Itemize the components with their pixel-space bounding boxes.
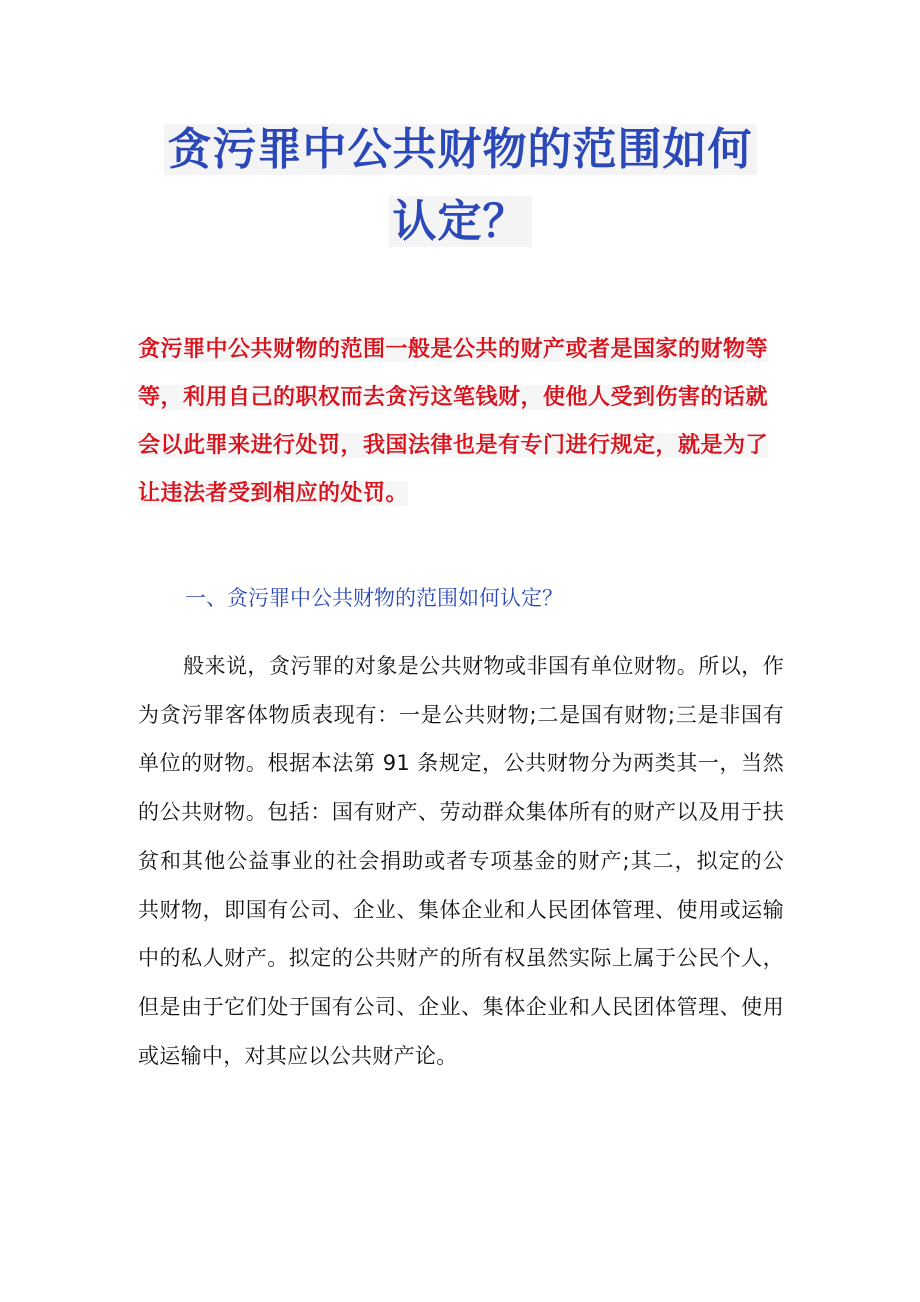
document-title-line-1 xyxy=(0,120,920,180)
document-title-text-1: 贪污罪中公共财物的范围如何 xyxy=(164,124,757,175)
body-paragraph: 般来说，贪污罪的对象是公共财物或非国有单位财物。所以，作为贪污罪客体物质表现有：一是公共财物;二是国有财物;三是非国有单位的财物。根据本法第 91 条规定，公共财物分为两类其一，当然的公共财物。包括：国有财产、劳动群众集体所有的财产以及用于扶贫和其他公益事业的社会捐助或者专项基金的财产;其二，拟定的公共财物，即国有公司、企业、集体企业和人民团体管理、使用或运输中的私人财产。拟定的公共财产的所有权虽然实际上属于公民个人，但是由于它们处于国有公司、企业、集体企业和人民团体管理、使用或运输中，对其应以公共财产论。 xyxy=(138,654,784,1068)
summary-paragraph xyxy=(138,326,788,518)
summary-text: 贪污罪中公共财物的范围一般是公共的财产或者是国家的财物等等，利用自己的职权而去贪污这笔钱财，使他人受到伤害的话就会以此罪来进行处罚，我国法律也是有专门进行规定，就是为了让违法者受到相应的处罚。 xyxy=(138,337,769,506)
document-title-text-2: 认定？ xyxy=(389,196,532,247)
section-heading: 一、贪污罪中公共财物的范围如何认定？ xyxy=(185,586,563,610)
document-title-line-2 xyxy=(0,192,920,252)
